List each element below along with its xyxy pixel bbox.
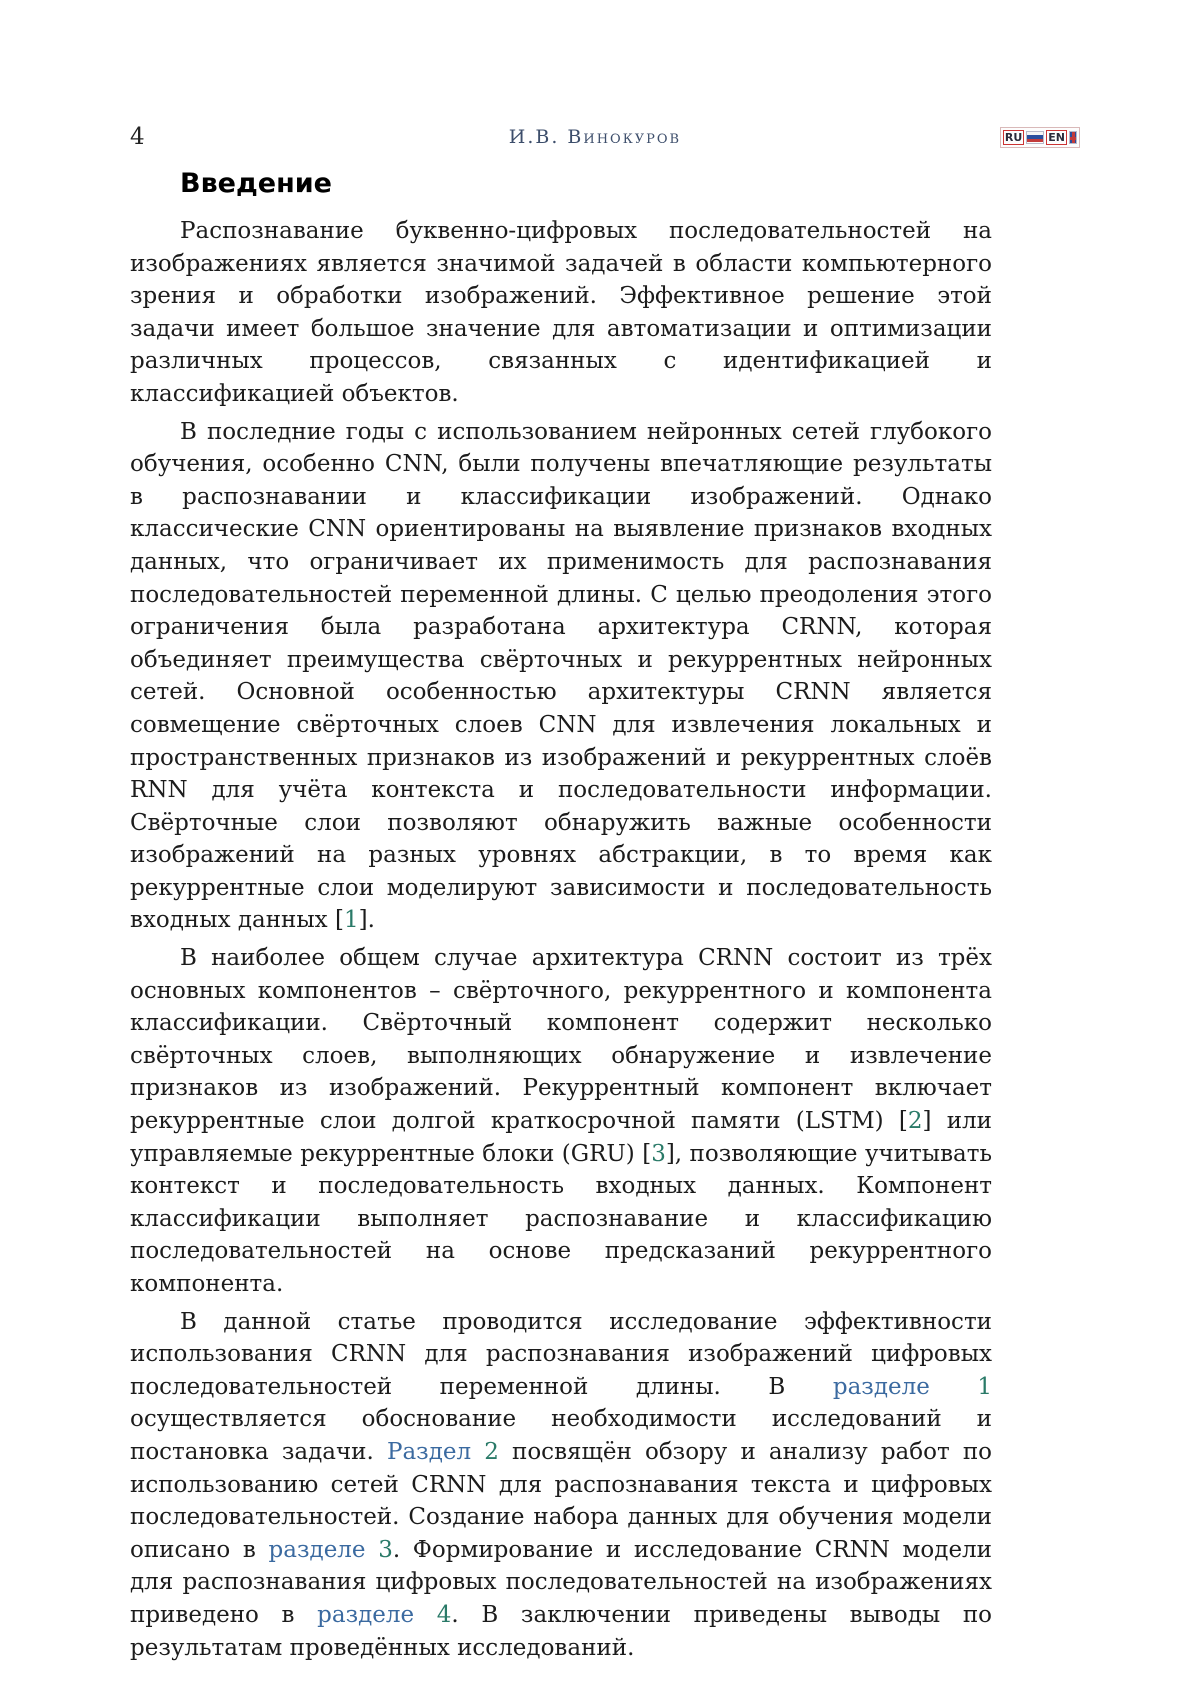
paragraph: В наиболее общем случае архитектура CRNN состоит из трёх основных компонентов – свёрточного, рекуррентного и компонента классификации. Свёрточный компонент содержит несколько свёрточных слоев, выполняющих обнаружение и извлечение признаков из изображений. Рекуррентный компонент включает рекуррентные слои долгой краткосрочной памяти (LSTM) [2] или управляемые рекуррентные блоки (GRU) [3], позволяющие учитывать контекст и последовательность входных данных. Компонент классификации выполняет распознавание и классификацию последовательностей на основе предсказаний рекуррентного компонента. bbox=[130, 945, 992, 1297]
uk-flag-icon bbox=[1069, 131, 1077, 144]
section-link[interactable]: разделе bbox=[317, 1601, 415, 1628]
article-body bbox=[130, 215, 992, 1664]
section-ref-number[interactable]: 2 bbox=[484, 1438, 499, 1465]
section-link[interactable]: Раздел bbox=[386, 1438, 472, 1465]
running-head-author: И.В. Винокуров bbox=[508, 126, 682, 148]
section-ref-number[interactable]: 1 bbox=[977, 1373, 993, 1400]
lang-en-button[interactable]: EN bbox=[1048, 130, 1065, 144]
section-link[interactable]: разделе bbox=[268, 1536, 366, 1563]
page-content bbox=[130, 168, 992, 1669]
running-header bbox=[130, 124, 1080, 150]
section-ref-number[interactable]: 3 bbox=[378, 1536, 393, 1563]
citation-link[interactable]: 2 bbox=[907, 1108, 923, 1135]
section-ref-number[interactable]: 4 bbox=[436, 1601, 452, 1628]
citation-link[interactable]: 1 bbox=[343, 907, 359, 934]
language-switcher[interactable] bbox=[1000, 127, 1080, 148]
lang-ru-button[interactable]: RU bbox=[1004, 130, 1023, 144]
citation-link[interactable]: 3 bbox=[651, 1140, 666, 1167]
section-title: Введение bbox=[180, 168, 332, 199]
russian-flag-icon bbox=[1026, 131, 1044, 144]
section-link[interactable]: разделе bbox=[832, 1373, 930, 1400]
page-number: 4 bbox=[130, 124, 145, 150]
paragraph: В последние годы с использованием нейронных сетей глубокого обучения, особенно CNN, были получены впечатляющие результаты в распознавании и классификации изображений. Однако классические CNN ориентированы на выявление признаков входных данных, что ограничивает их применимость для распознавания последовательностей переменной длины. С целью преодоления этого ограничения была разработана архитектура CRNN, которая объединяет преимущества свёрточных и рекуррентных нейронных сетей. Основной особенностью архитектуры CRNN является совмещение свёрточных слоев CNN для извлечения локальных и пространственных признаков из изображений и рекуррентных слоёв RNN для учёта контекста и последовательности информации. Свёрточные слои позволяют обнаружить важные особенности изображений на разных уровнях абстракции, в то время как рекуррентные слои моделируют зависимости и последовательность входных данных [1]. bbox=[130, 418, 992, 934]
paragraph: Распознавание буквенно-цифровых последовательностей на изображениях является значимой задачей в области компьютерного зрения и обработки изображений. Эффективное решение этой задачи имеет большое значение для автоматизации и оптимизации различных процессов, связанных с идентификацией и классификацией объектов. bbox=[130, 218, 992, 407]
paragraph: В данной статье проводится исследование эффективности использования CRNN для распознавания изображений цифровых последовательностей переменной длины. В разделе 1 осуществляется обоснование необходимости исследований и постановка задачи. Раздел 2 посвящён обзору и анализу работ по использованию сетей CRNN для распознавания текста и цифровых последовательностей. Создание набора данных для обучения модели описано в разделе 3. Формирование и исследование CRNN модели для распознавания цифровых последовательностей на изображениях приведено в разделе 4. В заключении приведены выводы по результатам проведённых исследований. bbox=[130, 1308, 993, 1661]
